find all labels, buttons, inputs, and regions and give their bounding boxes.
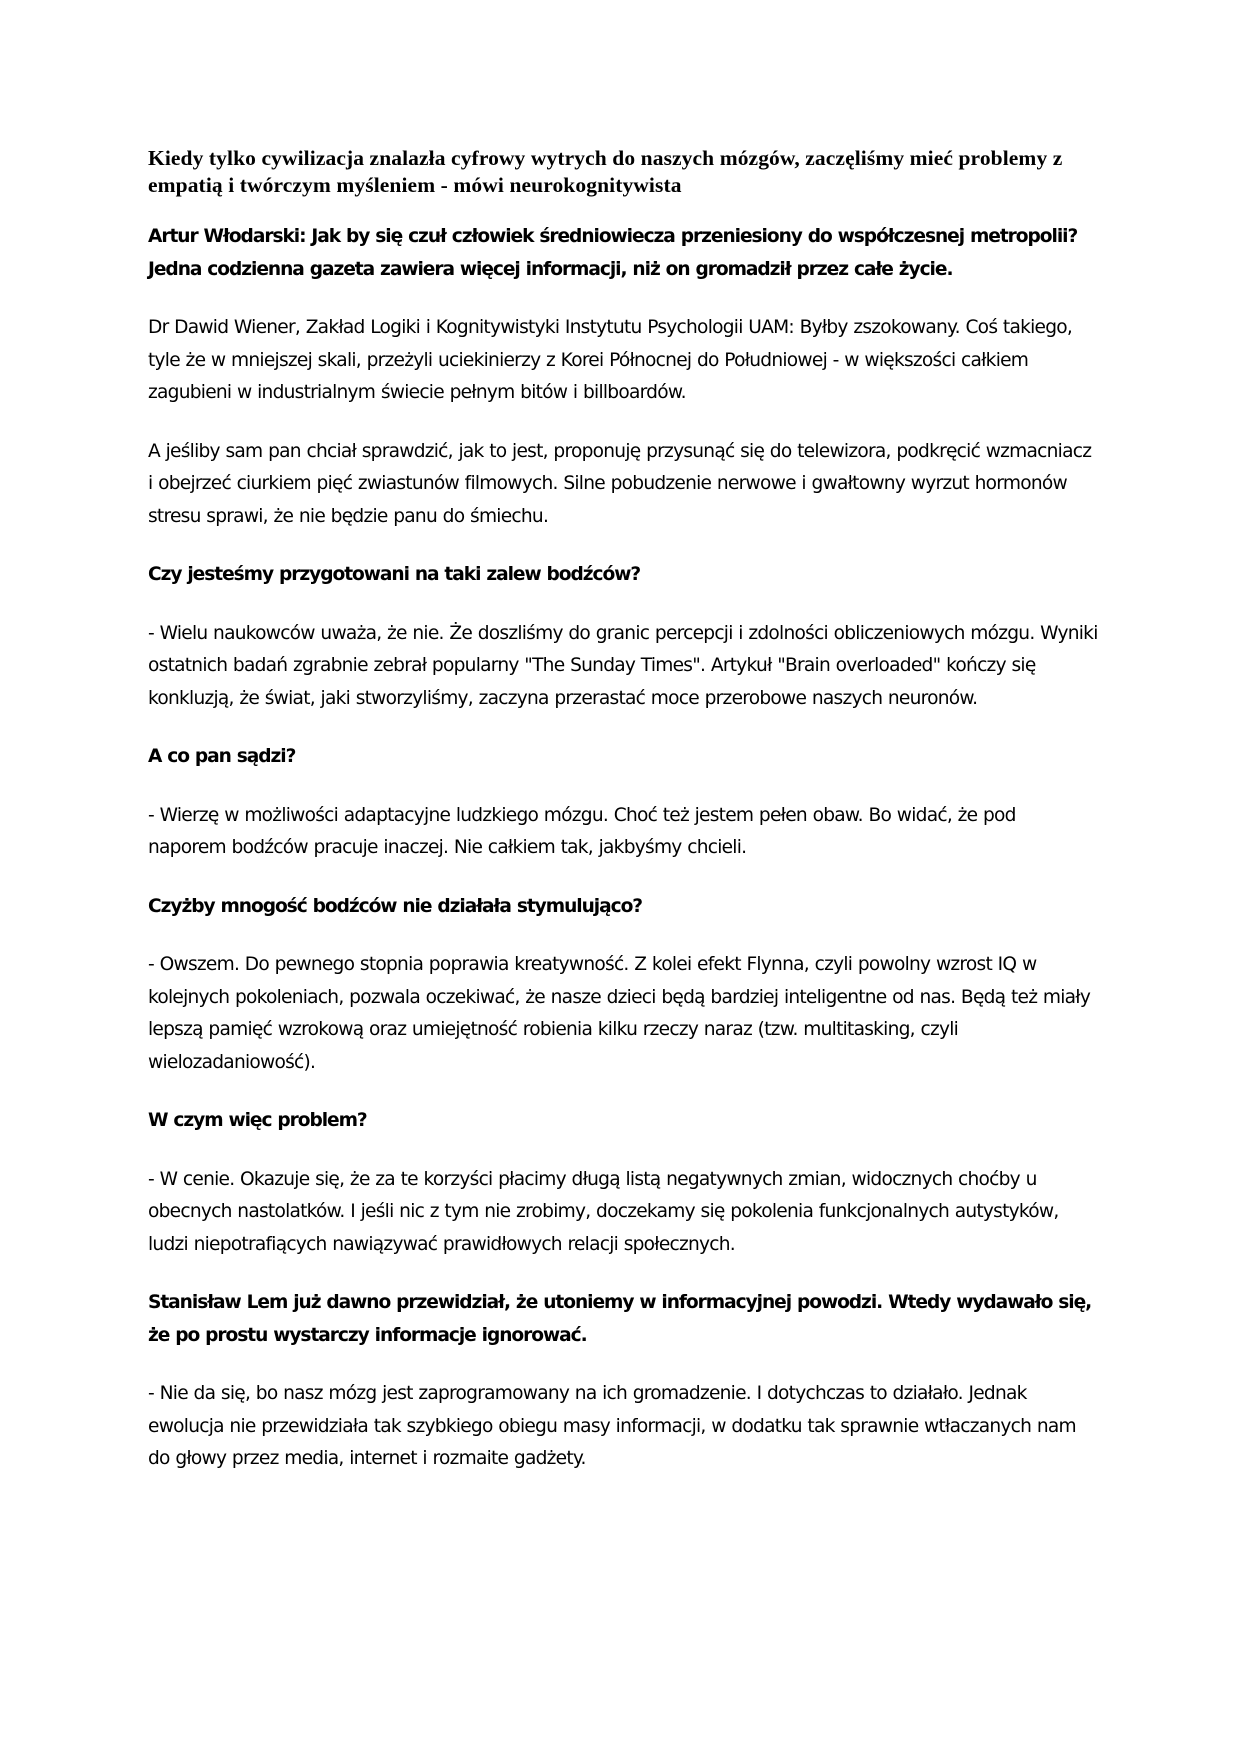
interview-question: W czym więc problem? [148, 1110, 367, 1131]
document-body [148, 145, 1098, 1502]
interview-question: A co pan sądzi? [148, 746, 296, 767]
interview-answer: - Nie da się, bo nasz mózg jest zaprogramowany na ich gromadzenie. I dotychczas to działało. Jednak ewolucja nie przewidziała tak szybkiego obiegu masy informacji, w dodatku tak sprawnie wtłaczanych nam do głowy przez media, internet i rozmaite gadżety. [148, 1383, 1076, 1469]
interview-question: Stanisław Lem już dawno przewidział, że utoniemy w informacyjnej powodzi. Wtedy wydawało się, że po prostu wystarczy informacje ignorować. [148, 1292, 1092, 1346]
interview-question: Artur Włodarski: Jak by się czuł człowiek średniowiecza przeniesiony do współczesnej metropolii? Jedna codzienna gazeta zawiera więcej informacji, niż on gromadził przez całe życie. [148, 226, 1078, 280]
interview-answer: - Wierzę w możliwości adaptacyjne ludzkiego mózgu. Choć też jestem pełen obaw. Bo widać, że pod naporem bodźców pracuje inaczej. Nie całkiem tak, jakbyśmy chcieli. [148, 804, 1016, 858]
interview-answer: Dr Dawid Wiener, Zakład Logiki i Kognitywistyki Instytutu Psychologii UAM: Byłby zszokowany. Coś takiego, tyle że w mniejszej skali, przeżyli uciekinierzy z Korei Północnej do Południowej - w większości całkiem zagubieni w industrialnym świecie pełnym bitów i billboardów. [148, 317, 1073, 403]
interview-question: Czyżby mnogość bodźców nie działała stymulująco? [148, 895, 643, 917]
interview-answer: - Owszem. Do pewnego stopnia poprawia kreatywność. Z kolei efekt Flynna, czyli powolny wzrost IQ w kolejnych pokoleniach, pozwala oczekiwać, że nasze dzieci będą bardziej inteligentne od nas. Będą też miały lepszą pamięć wzrokową oraz umiejętność robienia kilku rzeczy naraz (tzw. multitasking, czyli wielozadaniowość). [148, 954, 1091, 1073]
interview-answer: - Wielu naukowców uważa, że nie. Że doszliśmy do granic percepcji i zdolności obliczeniowych mózgu. Wyniki ostatnich badań zgrabnie zebrał popularny "The Sunday Times". Artykuł "Brain overloaded" kończy się konkluzją, że świat, jaki stworzyliśmy, zaczyna przerastać moce przerobowe naszych neuronów. [148, 622, 1098, 709]
interview-answer: A jeśliby sam pan chciał sprawdzić, jak to jest, proponuję przysunąć się do telewizora, podkręcić wzmacniacz i obejrzeć ciurkiem pięć zwiastunów filmowych. Silne pobudzenie nerwowe i gwałtowny wyrzut hormonów stresu sprawi, że nie będzie panu do śmiechu. [148, 440, 1092, 527]
document-title: Kiedy tylko cywilizacja znalazła cyfrowy wytrych do naszych mózgów, zaczęliśmy mieć problemy z empatią i twórczym myśleniem - mówi neurokognitywista [148, 146, 1063, 197]
interview-question: Czy jesteśmy przygotowani na taki zalew bodźców? [148, 564, 641, 585]
interview-answer: - W cenie. Okazuje się, że za te korzyści płacimy długą listą negatywnych zmian, widocznych choćby u obecnych nastolatków. I jeśli nic z tym nie zrobimy, doczekamy się pokolenia funkcjonalnych autystyków, ludzi niepotrafiących nawiązywać prawidłowych relacji społecznych. [148, 1168, 1059, 1255]
